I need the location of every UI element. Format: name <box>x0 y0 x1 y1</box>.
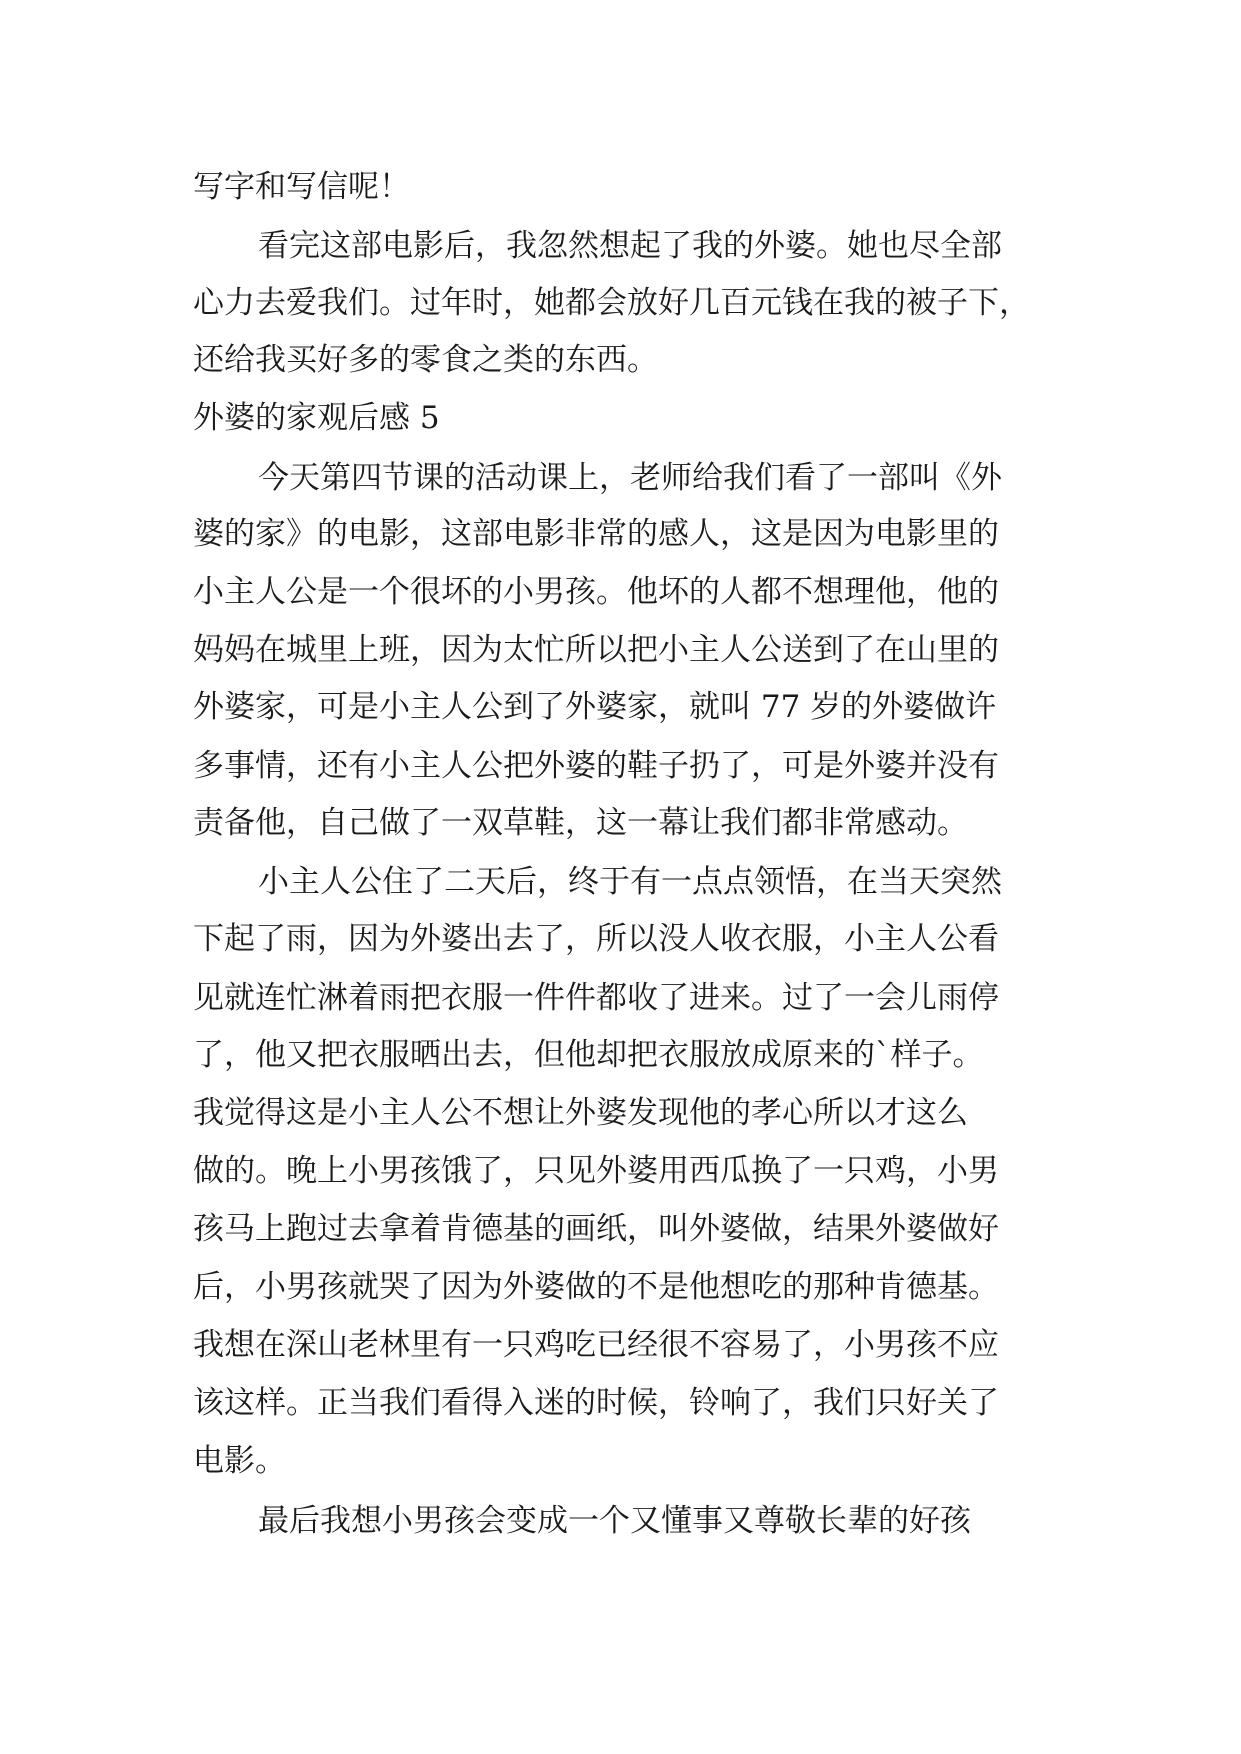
text-line: 电影。 <box>193 1443 286 1479</box>
text-line: 我想在深山老林里有一只鸡吃已经很不容易了，小男孩不应 <box>193 1327 999 1363</box>
paragraph-start-line: 最后我想小男孩会变成一个又懂事又尊敬长辈的好孩 <box>258 1503 971 1539</box>
text-line: 下起了雨，因为外婆出去了，所以没人收衣服，小主人公看 <box>193 921 999 957</box>
text-line: 了，他又把衣服晒出去，但他却把衣服放成原来的`样子。 <box>193 1037 984 1073</box>
paragraph-start-line: 今天第四节课的活动课上，老师给我们看了一部叫《外 <box>258 460 1002 496</box>
text-line: 还给我买好多的零食之类的东西。 <box>193 342 658 378</box>
text-line: 外婆家，可是小主人公到了外婆家，就叫 77 岁的外婆做许 <box>193 689 997 725</box>
section-heading: 外婆的家观后感 5 <box>193 400 440 436</box>
paragraph-start-line: 小主人公住了二天后，终于有一点点领悟，在当天突然 <box>258 864 1002 900</box>
text-line: 写字和写信呢！ <box>193 169 410 205</box>
text-line: 多事情，还有小主人公把外婆的鞋子扔了，可是外婆并没有 <box>193 748 999 784</box>
text-line: 妈妈在城里上班，因为太忙所以把小主人公送到了在山里的 <box>193 632 999 668</box>
text-line: 婆的家》的电影，这部电影非常的感人，这是因为电影里的 <box>193 516 999 552</box>
text-line: 后，小男孩就哭了因为外婆做的不是他想吃的那种肯德基。 <box>193 1269 999 1305</box>
text-line: 心力去爱我们。过年时，她都会放好几百元钱在我的被子下， <box>193 285 1030 321</box>
text-line: 责备他，自己做了一双草鞋，这一幕让我们都非常感动。 <box>193 805 968 841</box>
text-line: 做的。晚上小男孩饿了，只见外婆用西瓜换了一只鸡，小男 <box>193 1153 999 1189</box>
text-line: 小主人公是一个很坏的小男孩。他坏的人都不想理他，他的 <box>193 574 999 610</box>
text-line: 孩马上跑过去拿着肯德基的画纸，叫外婆做，结果外婆做好 <box>193 1211 999 1247</box>
text-line: 该这样。正当我们看得入迷的时候，铃响了，我们只好关了 <box>193 1385 999 1421</box>
text-line: 见就连忙淋着雨把衣服一件件都收了进来。过了一会儿雨停 <box>193 980 999 1016</box>
paragraph-start-line: 看完这部电影后，我忽然想起了我的外婆。她也尽全部 <box>258 228 1002 264</box>
text-line: 我觉得这是小主人公不想让外婆发现他的孝心所以才这么 <box>193 1095 968 1131</box>
